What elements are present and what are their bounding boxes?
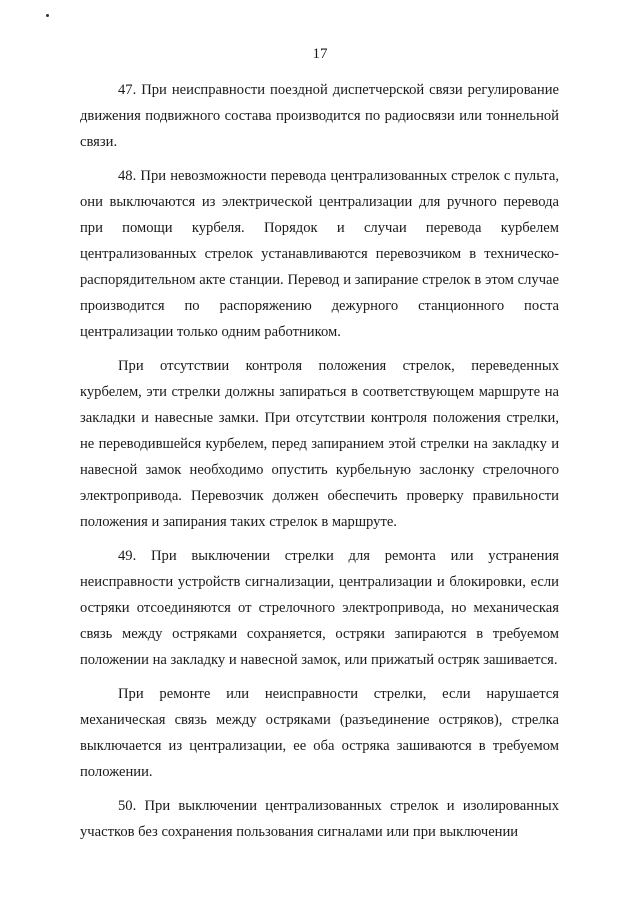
page-number: 17 — [312, 46, 328, 62]
paragraph-49-continued: При ремонте или неисправности стрелки, если нарушается механическая связь между остряками (разъединение остряков), стрелка выключается из централизации, ее оба остряка зашиваются в требуемом положении. — [80, 686, 559, 780]
paragraph-48-continued: При отсутствии контроля положения стрелок, переведенных курбелем, эти стрелки должны запираться в соответствующем маршруте на закладки и навесные замки. При отсутствии контроля положения стрелки, не переводившейся курбелем, перед запиранием этой стрелки на закладку и навесной замок необходимо опустить курбельную заслонку стрелочного электропривода. Перевозчик должен обеспечить проверку правильности положения и запирания таких стрелок в маршруте. — [80, 358, 559, 530]
paragraph-48: 48. При невозможности перевода централизованных стрелок с пульта, они выключаются из электрической централизации для ручного перевода при помощи курбеля. Порядок и случаи перевода курбелем централизованных стрелок устанавливаются перевозчиком в техническо-распорядительном акте станции. Перевод и запирание стрелок в этом случае производится по распоряжению дежурного станционного поста централизации только одним работником. — [80, 168, 559, 340]
paragraph-47: 47. При неисправности поездной диспетчерской связи регулирование движения подвижного состава производится по радиосвязи или тоннельной связи. — [80, 82, 559, 150]
paragraph-50: 50. При выключении централизованных стрелок и изолированных участков без сохранения пользования сигналами или при выключении — [80, 798, 559, 840]
paragraph-49: 49. При выключении стрелки для ремонта или устранения неисправности устройств сигнализации, централизации и блокировки, если остряки отсоединяются от стрелочного электропривода, но механическая связь между остряками сохраняется, остряки запираются в требуемом положении на закладку и навесной замок, или прижатый остряк зашивается. — [80, 548, 559, 668]
document-body — [80, 77, 559, 845]
scan-mark — [46, 14, 49, 17]
